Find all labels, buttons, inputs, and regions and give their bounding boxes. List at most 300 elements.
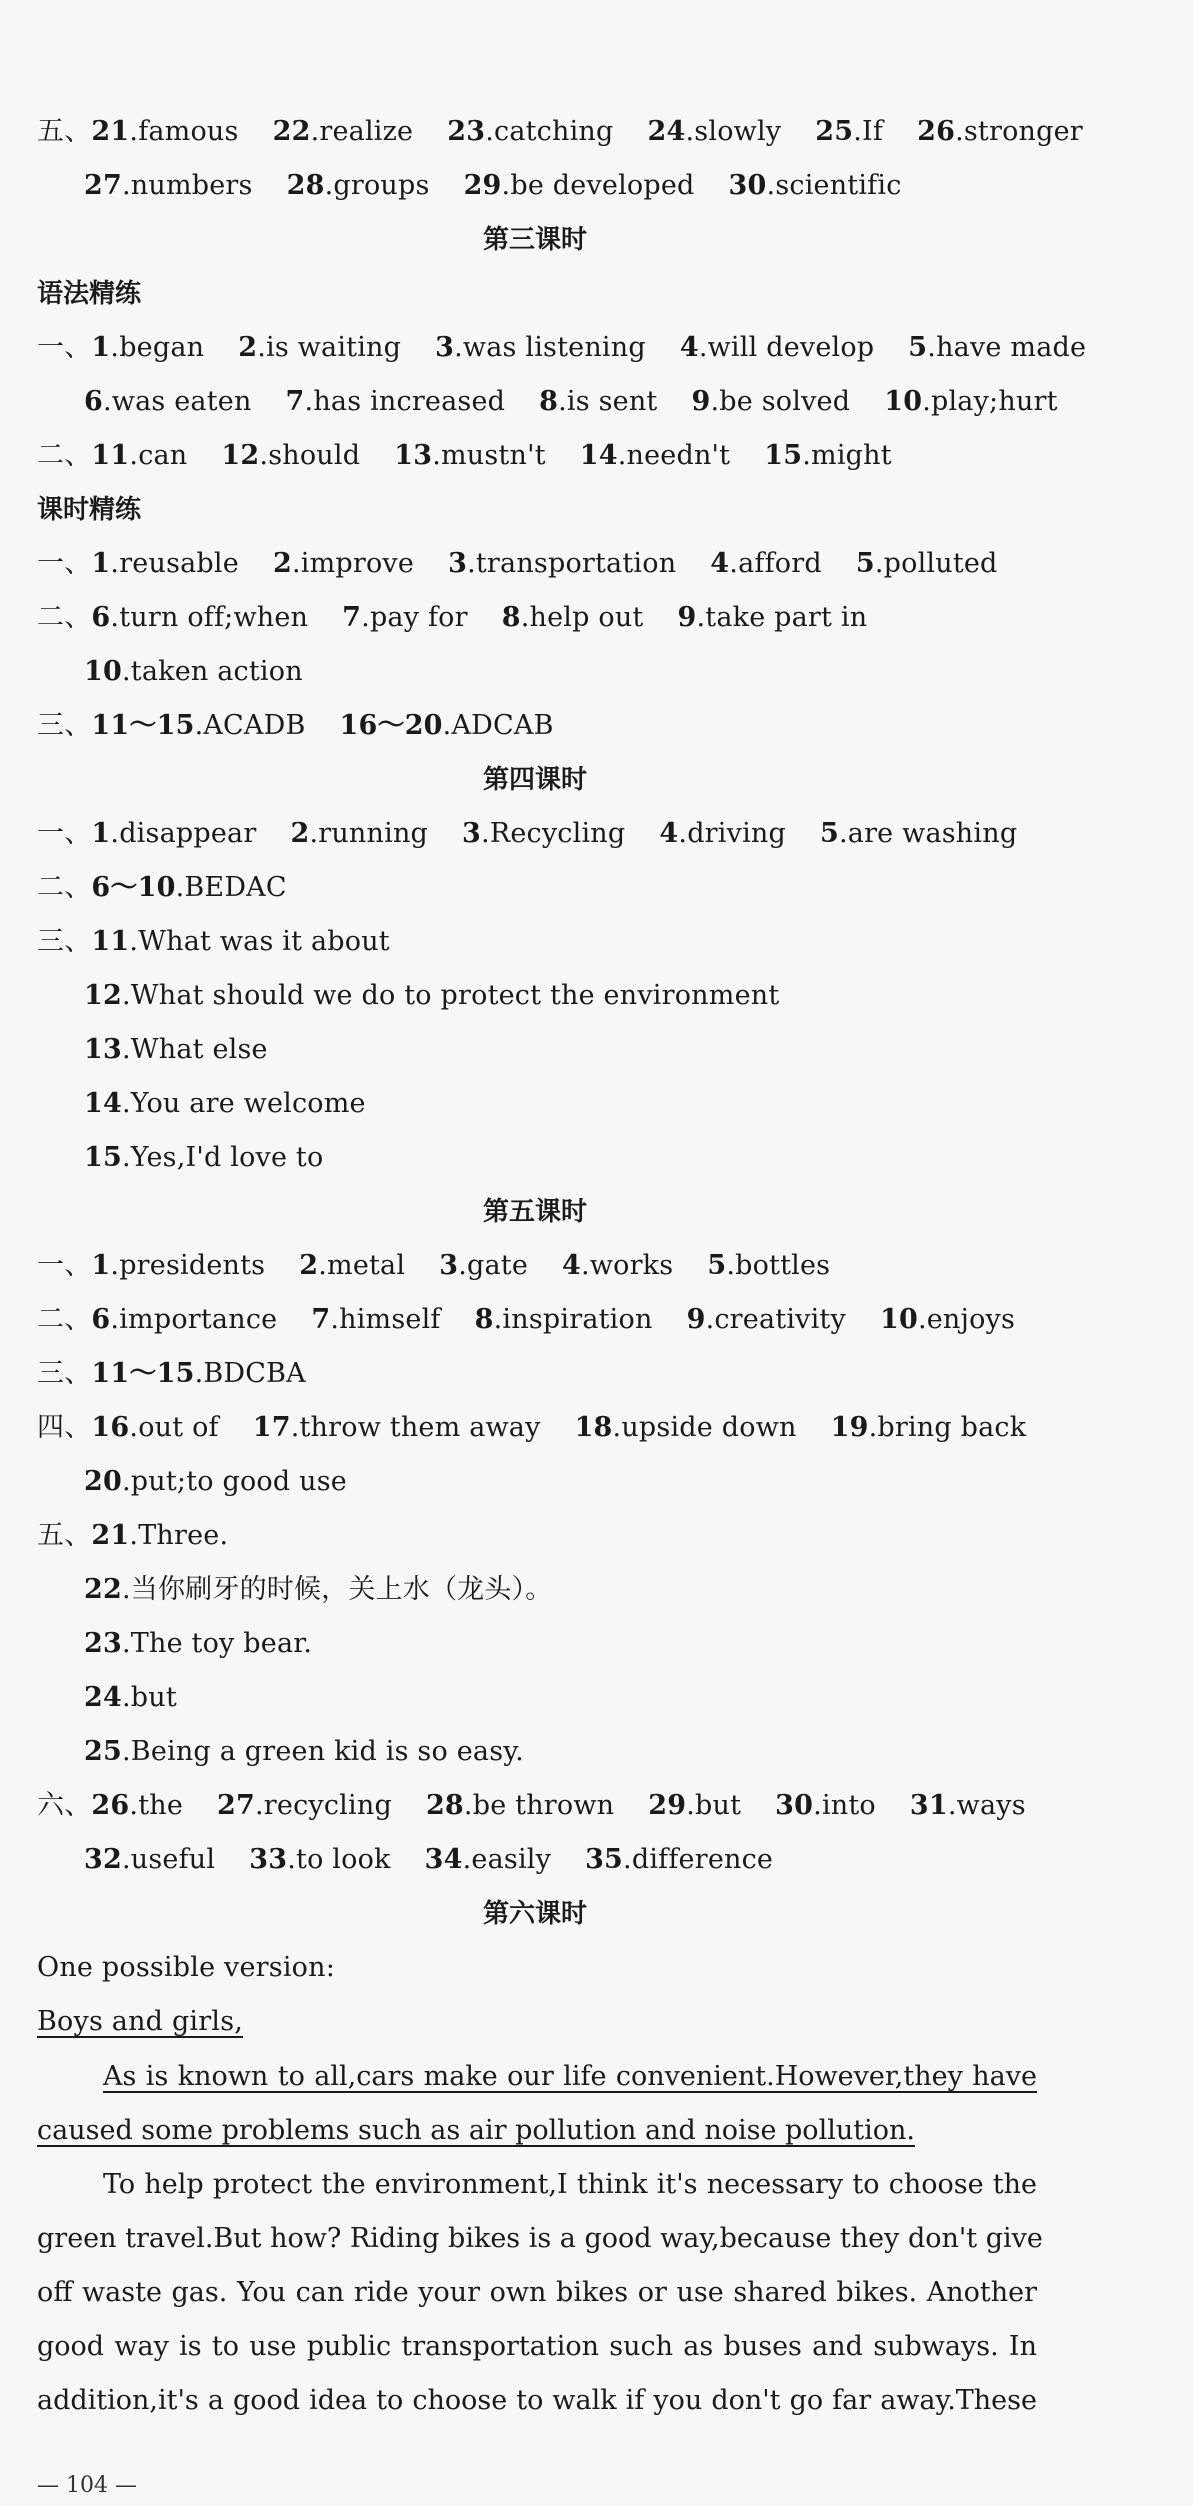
answer-item: [84, 1682, 177, 1713]
answer-item: [91, 872, 286, 903]
section-numeral: 一、: [37, 1250, 92, 1281]
answer-item: [91, 1520, 228, 1551]
number-separator: .: [927, 332, 937, 363]
number-separator: .: [947, 1790, 957, 1821]
section-numeral: 二、: [37, 440, 92, 471]
number-separator: .: [103, 386, 112, 417]
number-separator: .: [121, 170, 131, 201]
question-number: 32: [84, 1844, 122, 1875]
number-separator: .: [121, 1736, 131, 1767]
essay-greeting-text: Boys and girls,: [37, 2006, 244, 2037]
question-number: 11: [91, 440, 130, 471]
answer-text: taken action: [130, 656, 303, 687]
number-separator: .: [194, 710, 204, 741]
answer-text: put;to good use: [130, 1466, 347, 1497]
question-number: 1: [91, 1250, 111, 1281]
answer-text: improve: [300, 548, 415, 579]
question-number: 2: [272, 548, 292, 579]
answer-item: [659, 818, 786, 849]
answer-text: himself: [339, 1304, 441, 1335]
number-separator: .: [309, 818, 319, 849]
question-number: 30: [728, 170, 767, 201]
question-number: 6～10: [91, 872, 176, 903]
answer-row: [84, 1678, 177, 1718]
answer-item: [585, 1844, 773, 1875]
number-separator: .: [501, 170, 511, 201]
section-numeral: 三、: [37, 1358, 92, 1389]
answer-text: are washing: [847, 818, 1018, 849]
number-separator: .: [121, 1088, 131, 1119]
subheading-lesson-practice: 课时精练: [37, 495, 142, 525]
number-separator: .: [110, 548, 120, 579]
answer-item: [91, 116, 238, 147]
answer-item: [820, 818, 1017, 849]
answer-text: useful: [130, 1844, 216, 1875]
question-number: 19: [830, 1412, 869, 1443]
answer-text: slowly: [694, 116, 782, 147]
question-number: 26: [917, 116, 956, 147]
answer-text: will develop: [707, 332, 875, 363]
answer-text: scientific: [775, 170, 902, 201]
answer-text: the: [138, 1790, 184, 1821]
answer-text: driving: [687, 818, 786, 849]
answer-item: [84, 1844, 215, 1875]
answer-item: [84, 1142, 323, 1173]
question-number: 7: [285, 386, 305, 417]
answer-item: [84, 1628, 312, 1659]
answer-row: [84, 1624, 312, 1664]
answer-item: [856, 548, 998, 579]
question-number: 4: [562, 1250, 582, 1281]
question-number: 25: [84, 1736, 122, 1767]
answer-text: take part in: [705, 602, 868, 633]
number-separator: .: [454, 332, 463, 363]
number-separator: .: [129, 926, 139, 957]
question-number: 28: [425, 1790, 464, 1821]
answer-row: [37, 814, 1017, 854]
question-number: 7: [342, 602, 362, 633]
question-number: 13: [394, 440, 433, 471]
answer-item: [910, 1790, 1026, 1821]
number-separator: .: [287, 1844, 297, 1875]
question-number: 33: [249, 1844, 288, 1875]
question-number: 1: [91, 548, 111, 579]
answer-item: [462, 818, 625, 849]
number-separator: .: [110, 602, 120, 633]
answer-text: presidents: [119, 1250, 266, 1281]
number-separator: .: [129, 1520, 139, 1551]
number-separator: .: [432, 440, 441, 471]
question-number: 3: [439, 1250, 459, 1281]
answer-text: turn off;when: [119, 602, 309, 633]
section-numeral: 五、: [37, 116, 92, 147]
answer-text: pay for: [369, 602, 468, 633]
number-separator: .: [462, 1844, 472, 1875]
essay-line: [37, 2104, 1037, 2158]
page-number: — 104 —: [37, 2473, 137, 2498]
question-number: 5: [819, 818, 839, 849]
answer-row: [37, 436, 892, 476]
question-number: 3: [435, 332, 455, 363]
answer-item: [447, 116, 613, 147]
number-separator: .: [290, 1412, 300, 1443]
answer-item: [221, 440, 360, 471]
answer-text: Being a green kid is so easy.: [130, 1736, 524, 1767]
answer-item: [917, 116, 1083, 147]
answer-row: [84, 1840, 773, 1880]
answer-text: polluted: [883, 548, 998, 579]
answer-row: [37, 544, 998, 584]
answer-text: but: [130, 1682, 177, 1713]
number-separator: .: [324, 170, 334, 201]
answer-item: [691, 386, 850, 417]
answer-item: [764, 440, 892, 471]
answer-item: [84, 1736, 524, 1767]
answer-text: groups: [333, 170, 430, 201]
answer-text: ADCAB: [451, 710, 554, 741]
answer-text: Recycling: [489, 818, 626, 849]
number-separator: .: [129, 1790, 139, 1821]
answer-item: [290, 818, 428, 849]
question-number: 16～20: [339, 710, 443, 741]
answer-text: works: [589, 1250, 674, 1281]
answer-row: [84, 1084, 366, 1124]
question-number: 7: [311, 1304, 331, 1335]
number-separator: .: [121, 1142, 131, 1173]
answer-row: [37, 112, 1083, 152]
subheading-grammar: 语法精练: [37, 279, 142, 309]
answer-item: [448, 548, 676, 579]
answer-text: realize: [319, 116, 414, 147]
answer-row: [84, 652, 303, 692]
answer-row: [37, 868, 287, 908]
question-number: 5: [707, 1250, 727, 1281]
essay-line: green travel.But how? Riding bikes is a good way,because they don't give: [37, 2223, 1043, 2254]
number-separator: .: [463, 1790, 473, 1821]
answer-item: [253, 1412, 541, 1443]
essay-line: off waste gas. You can ride your own bikes or use shared bikes. Another: [37, 2277, 1037, 2308]
number-separator: .: [685, 116, 695, 147]
number-separator: .: [493, 1304, 503, 1335]
number-separator: .: [520, 602, 530, 633]
question-number: 29: [648, 1790, 687, 1821]
number-separator: .: [485, 116, 495, 147]
number-separator: .: [291, 548, 301, 579]
question-number: 25: [815, 116, 854, 147]
answer-item: [91, 602, 308, 633]
answer-text: might: [811, 440, 892, 471]
answer-text: catching: [494, 116, 614, 147]
question-number: 2: [238, 332, 258, 363]
question-number: 4: [710, 548, 730, 579]
number-separator: .: [705, 1304, 715, 1335]
section-numeral: 一、: [37, 818, 92, 849]
answer-item: [91, 1250, 265, 1281]
number-separator: .: [558, 386, 567, 417]
answer-item: [311, 1304, 440, 1335]
question-number: 21: [91, 1520, 130, 1551]
answer-text: reusable: [119, 548, 239, 579]
number-separator: .: [318, 1250, 328, 1281]
number-separator: .: [121, 1844, 131, 1875]
question-number: 8: [539, 386, 559, 417]
answer-text: The toy bear.: [130, 1628, 313, 1659]
section-numeral: 二、: [37, 872, 92, 903]
question-number: 9: [691, 386, 711, 417]
answer-row: [84, 1462, 347, 1502]
answer-text: creativity: [714, 1304, 846, 1335]
answer-row: [84, 1732, 524, 1772]
question-number: 29: [463, 170, 502, 201]
question-number: 8: [501, 602, 521, 633]
question-number: 27: [217, 1790, 255, 1821]
essay-line: To help protect the environment,I think it's necessary to choose the: [103, 2169, 1037, 2200]
answer-row: [37, 706, 554, 746]
answer-text: transportation: [475, 548, 677, 579]
answer-item: [91, 926, 389, 957]
answer-item: [91, 548, 239, 579]
answer-row: [84, 166, 902, 206]
number-separator: .: [110, 332, 120, 363]
answer-text: has increased: [313, 386, 506, 417]
answer-item: [84, 1574, 552, 1605]
answer-text: was eaten: [111, 386, 252, 417]
answer-item: [426, 1790, 614, 1821]
answer-text: inspiration: [502, 1304, 653, 1335]
question-number: 3: [448, 548, 468, 579]
answer-row: [37, 1786, 1026, 1826]
answer-item: [464, 170, 695, 201]
number-separator: .: [442, 710, 452, 741]
question-number: 15: [764, 440, 803, 471]
answer-text: metal: [327, 1250, 406, 1281]
question-number: 12: [221, 440, 260, 471]
answer-item: [710, 548, 822, 579]
answer-text: out of: [138, 1412, 219, 1443]
number-separator: .: [802, 440, 812, 471]
answer-item: [580, 440, 730, 471]
answer-row: [84, 1030, 268, 1070]
answer-text: BEDAC: [184, 872, 287, 903]
answer-item: [502, 602, 644, 633]
essay-underlined-text: As is known to all,cars make our life convenient.However,they have: [103, 2061, 1037, 2092]
answer-text: have made: [936, 332, 1087, 363]
number-separator: .: [121, 980, 131, 1011]
answer-text: enjoys: [926, 1304, 1016, 1335]
number-separator: .: [874, 548, 884, 579]
section-numeral: 一、: [37, 332, 92, 363]
question-number: 9: [686, 1304, 706, 1335]
number-separator: .: [467, 548, 476, 579]
answer-text: be developed: [510, 170, 695, 201]
answer-text: ACADB: [203, 710, 306, 741]
answer-text: If: [862, 116, 884, 147]
answer-item: [342, 602, 468, 633]
question-number: 10: [884, 386, 923, 417]
number-separator: .: [955, 116, 964, 147]
answer-text: was listening: [462, 332, 646, 363]
question-number: 35: [585, 1844, 624, 1875]
answer-item: [648, 116, 782, 147]
number-separator: .: [696, 602, 706, 633]
number-separator: .: [121, 1466, 131, 1497]
question-number: 21: [91, 116, 130, 147]
number-separator: .: [255, 1790, 264, 1821]
number-separator: .: [110, 818, 120, 849]
question-number: 28: [286, 170, 325, 201]
answer-item: [91, 818, 256, 849]
section-numeral: 六、: [37, 1790, 92, 1821]
question-number: 5: [855, 548, 875, 579]
number-separator: .: [121, 1034, 131, 1065]
question-number: 12: [84, 980, 122, 1011]
number-separator: .: [361, 602, 370, 633]
question-number: 6: [91, 602, 111, 633]
answer-text: 当你刷牙的时候，关上水（龙头）。: [130, 1574, 553, 1605]
essay-line: [37, 2050, 1037, 2104]
number-separator: .: [257, 332, 267, 363]
answer-row: [84, 382, 1058, 422]
answer-item: [575, 1412, 797, 1443]
essay-underlined-text: caused some problems such as air pollution and noise pollution.: [37, 2115, 915, 2146]
number-separator: .: [121, 1628, 131, 1659]
question-number: 6: [84, 386, 103, 417]
question-number: 11: [91, 926, 130, 957]
number-separator: .: [617, 440, 627, 471]
answer-item: [687, 1304, 846, 1335]
answer-item: [91, 1304, 277, 1335]
answer-item: [273, 548, 414, 579]
number-separator: .: [129, 440, 139, 471]
answer-text: upside down: [621, 1412, 797, 1443]
section-numeral: 三、: [37, 710, 92, 741]
number-separator: .: [481, 818, 490, 849]
section-heading-lesson4: 第四课时: [482, 765, 587, 795]
question-number: 27: [84, 170, 122, 201]
question-number: 4: [679, 332, 699, 363]
section-numeral: 二、: [37, 602, 92, 633]
answer-text: to look: [296, 1844, 391, 1875]
number-separator: .: [110, 1304, 120, 1335]
answer-item: [273, 116, 414, 147]
answer-text: is waiting: [266, 332, 402, 363]
number-separator: .: [623, 1844, 632, 1875]
question-number: 3: [462, 818, 482, 849]
question-number: 10: [84, 656, 122, 687]
question-number: 1: [91, 818, 111, 849]
number-separator: .: [121, 656, 131, 687]
answer-text: but: [695, 1790, 742, 1821]
answer-text: recycling: [263, 1790, 392, 1821]
number-separator: .: [304, 386, 314, 417]
answer-item: [84, 980, 779, 1011]
answer-row: [37, 922, 390, 962]
number-separator: .: [194, 1358, 204, 1389]
answer-text: into: [821, 1790, 876, 1821]
answer-text: bring back: [877, 1412, 1027, 1443]
question-number: 20: [84, 1466, 122, 1497]
question-number: 26: [91, 1790, 130, 1821]
question-number: 5: [908, 332, 928, 363]
answer-item: [831, 1412, 1027, 1443]
answer-text: afford: [738, 548, 822, 579]
answer-item: [677, 602, 867, 633]
number-separator: .: [121, 1574, 131, 1605]
question-number: 15: [84, 1142, 122, 1173]
answer-item: [340, 710, 554, 741]
number-separator: .: [612, 1412, 622, 1443]
question-number: 11～15: [91, 710, 195, 741]
answer-row: [37, 598, 867, 638]
answer-row: [37, 1516, 228, 1556]
number-separator: .: [868, 1412, 878, 1443]
section-heading-lesson6: 第六课时: [482, 1899, 587, 1929]
answer-text: mustn't: [440, 440, 546, 471]
answer-item: [91, 1358, 305, 1389]
answer-text: is sent: [566, 386, 658, 417]
number-separator: .: [129, 1412, 139, 1443]
essay-greeting: [37, 2002, 243, 2042]
section-numeral: 一、: [37, 548, 92, 579]
essay-line: good way is to use public transportation such as buses and subways. In: [37, 2331, 1037, 2362]
number-separator: .: [853, 116, 863, 147]
number-separator: .: [698, 332, 708, 363]
answer-item: [91, 710, 305, 741]
answer-item: [91, 1412, 218, 1443]
question-number: 22: [272, 116, 311, 147]
answer-item: [286, 386, 506, 417]
section-numeral: 二、: [37, 1304, 92, 1335]
answer-item: [562, 1250, 673, 1281]
answer-item: [84, 1466, 347, 1497]
answer-row: [37, 1408, 1026, 1448]
answer-row: [84, 976, 779, 1016]
question-number: 16: [91, 1412, 130, 1443]
answer-item: [394, 440, 546, 471]
section-numeral: 三、: [37, 926, 92, 957]
answer-text: needn't: [626, 440, 731, 471]
answer-item: [84, 1088, 366, 1119]
section-numeral: 四、: [37, 1412, 92, 1443]
question-number: 17: [252, 1412, 291, 1443]
question-number: 23: [84, 1628, 122, 1659]
answer-item: [439, 1250, 528, 1281]
section-heading-lesson3: 第三课时: [482, 225, 587, 255]
question-number: 23: [447, 116, 486, 147]
answer-item: [84, 656, 303, 687]
answer-item: [884, 386, 1057, 417]
answer-item: [84, 170, 253, 201]
answer-item: [425, 1844, 551, 1875]
number-separator: .: [581, 1250, 590, 1281]
question-number: 2: [299, 1250, 319, 1281]
question-number: 13: [84, 1034, 122, 1065]
question-number: 31: [909, 1790, 948, 1821]
answer-item: [84, 1034, 268, 1065]
answer-item: [475, 1304, 653, 1335]
essay-paragraph-2: [37, 2158, 1043, 2428]
question-number: 24: [647, 116, 686, 147]
answer-text: ways: [956, 1790, 1026, 1821]
answer-text: bottles: [735, 1250, 831, 1281]
question-number: 11～15: [91, 1358, 195, 1389]
answer-item: [91, 1790, 183, 1821]
question-number: 1: [91, 332, 111, 363]
answer-item: [84, 386, 252, 417]
section-numeral: 五、: [37, 1520, 92, 1551]
essay-line: addition,it's a good idea to choose to walk if you don't go far away.These: [37, 2385, 1037, 2416]
answer-item: [775, 1790, 876, 1821]
